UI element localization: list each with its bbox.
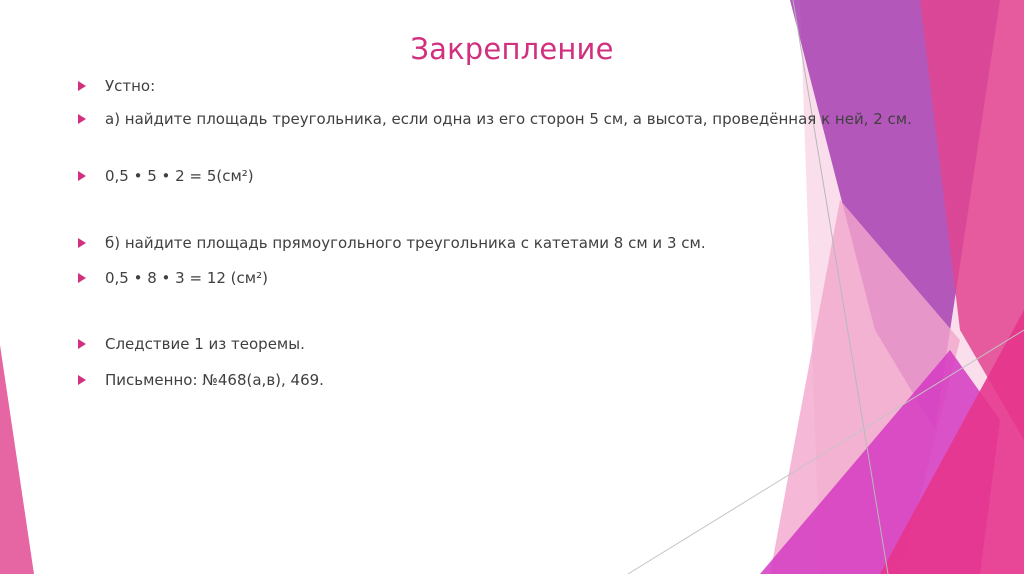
bullet-item	[78, 74, 938, 98]
bullet-item	[78, 231, 938, 255]
bullet-item	[78, 266, 938, 290]
bullet-item	[78, 368, 938, 392]
bullet-item	[78, 107, 938, 131]
triangle-right-icon	[78, 339, 86, 349]
bullet-text: б) найдите площадь прямоугольного треугольника с катетами 8 см и 3 см.	[105, 234, 706, 252]
bullet-text: Письменно: №468(а,в), 469.	[105, 371, 324, 389]
bullet-item	[78, 164, 938, 188]
bullet-text: Устно:	[105, 77, 156, 95]
bullet-text: 0,5 • 5 • 2 = 5(см²)	[105, 167, 254, 185]
triangle-right-icon	[78, 114, 86, 124]
bullet-text: Следствие 1 из теоремы.	[105, 335, 305, 353]
left-pink-shape	[0, 345, 34, 574]
triangle-right-icon	[78, 238, 86, 248]
triangle-right-icon	[78, 81, 86, 91]
triangle-right-icon	[78, 273, 86, 283]
triangle-right-icon	[78, 171, 86, 181]
bullet-item	[78, 332, 938, 356]
bullet-text: 0,5 • 8 • 3 = 12 (см²)	[105, 269, 268, 287]
page-title: Закрепление	[410, 32, 614, 66]
triangle-right-icon	[78, 375, 86, 385]
bullet-text: а) найдите площадь треугольника, если одна из его сторон 5 см, а высота, проведённая к ней, 2 см.	[105, 110, 912, 128]
